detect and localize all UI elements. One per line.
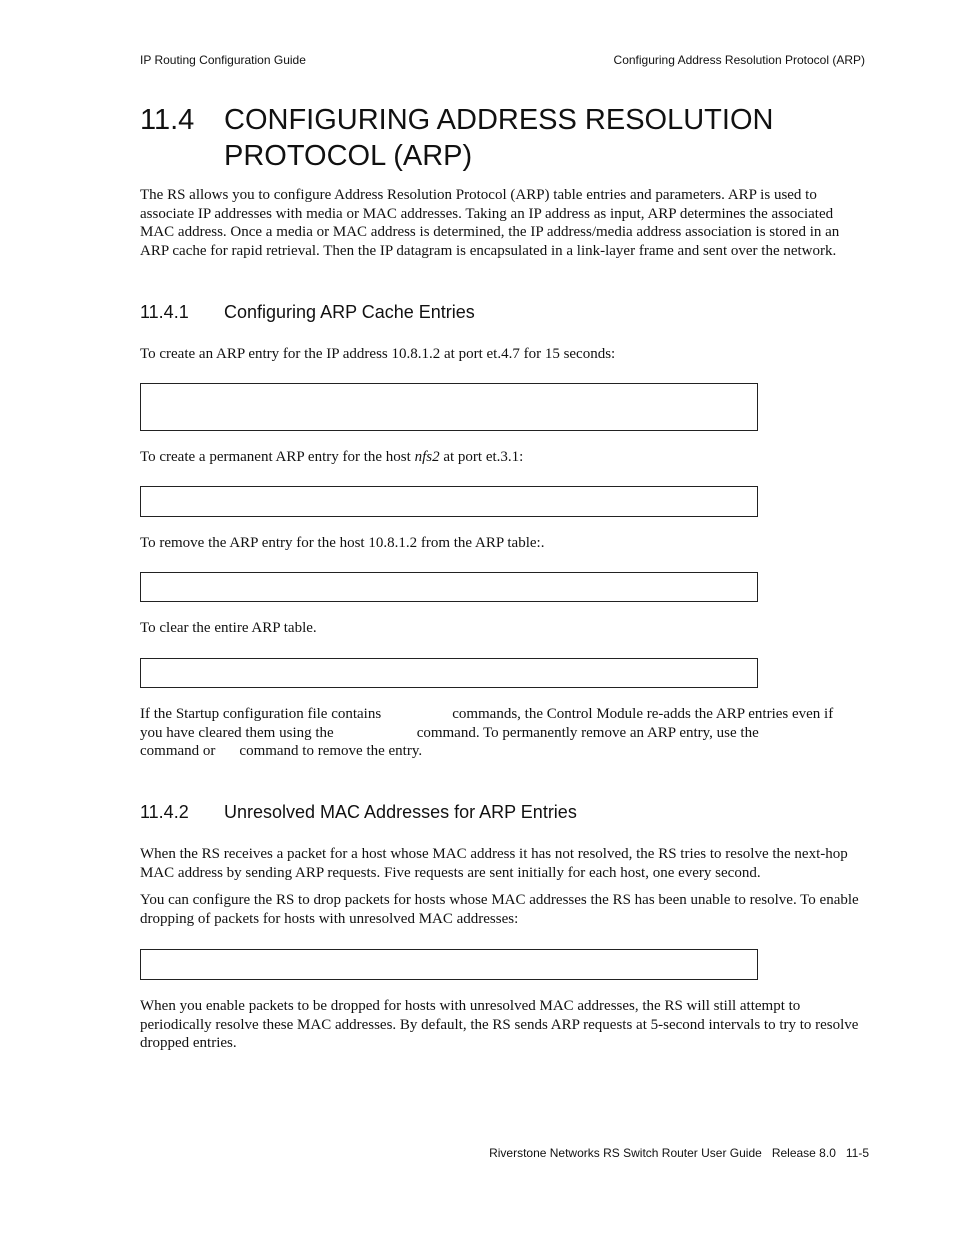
running-header-left: IP Routing Configuration Guide	[140, 53, 306, 67]
command-box-arp-add	[140, 383, 758, 431]
startup-config-note	[140, 705, 868, 761]
subsection-heading-1	[140, 302, 475, 323]
section-heading	[140, 102, 773, 174]
remove-entry-instruction: To remove the ARP entry for the host 10.8.1.2 from the ARP table:.	[140, 535, 545, 551]
section-number: 11.4	[140, 104, 195, 136]
page-footer	[489, 1146, 869, 1160]
note-text-a: If the Startup configuration file contains	[140, 706, 382, 722]
arp-entry-instruction: To create an ARP entry for the IP address 10.8.1.2 at port et.4.7 for 15 seconds:	[140, 346, 616, 362]
note-text-d: command. To permanently remove an ARP entry, use the	[416, 724, 759, 741]
note-line-1	[140, 705, 868, 724]
command-box-permanent-entry	[140, 486, 758, 517]
command-box-drop-unresolved	[140, 949, 758, 980]
section-title	[224, 102, 773, 174]
command-box-clear-table	[140, 658, 758, 688]
intro-paragraph: The RS allows you to configure Address Resolution Protocol (ARP) table entries and parameters. ARP is used to associate IP addresses with media or MAC addresses. Taking an IP address as input, ARP determines the associated MAC address. Once a media or MAC address is determined, the IP address/media address association is stored in an ARP cache for rapid retrieval. Then the IP datagram is encapsulated in a link-layer frame and sent over the network.	[140, 187, 840, 259]
permanent-entry-text-a: To create a permanent ARP entry for the host	[140, 449, 415, 465]
note-text-f: command to remove the entry.	[239, 743, 423, 760]
host-name: nfs2	[414, 449, 440, 465]
unresolved-paragraph-3: When you enable packets to be dropped for hosts with unresolved MAC addresses, the RS will still attempt to periodically resolve these MAC addresses. By default, the RS sends ARP requests at 5-second intervals to try to resolve dropped entries.	[140, 998, 859, 1052]
unresolved-paragraph-1: When the RS receives a packet for a host whose MAC address it has not resolved, the RS tries to resolve the next-hop MAC address by sending ARP requests. Five requests are sent initially for each host, one every second.	[140, 846, 848, 881]
section-title-line1: CONFIGURING ADDRESS RESOLUTION	[224, 104, 774, 136]
note-text-c: you have cleared them using the	[140, 724, 334, 741]
subsection-number-2: 11.4.2	[140, 802, 189, 822]
clear-table-instruction: To clear the entire ARP table.	[140, 620, 317, 636]
note-text-b: commands, the Control Module re-adds the ARP entries even if	[452, 706, 834, 722]
footer-text: Riverstone Networks RS Switch Router User Guide Release 8.0 11-5	[489, 1146, 869, 1160]
unresolved-paragraph-2: You can configure the RS to drop packets for hosts whose MAC addresses the RS has been unable to resolve. To enable dropping of packets for hosts with unresolved MAC addresses:	[140, 892, 859, 927]
subsection-title-1: Configuring ARP Cache Entries	[224, 302, 475, 322]
subsection-number-1: 11.4.1	[140, 302, 189, 322]
note-line-3	[140, 742, 868, 761]
permanent-entry-instruction	[140, 448, 868, 467]
command-box-remove-entry	[140, 572, 758, 602]
note-text-e: command or	[140, 743, 216, 760]
running-header-right: Configuring Address Resolution Protocol (ARP)	[613, 53, 865, 67]
subsection-heading-2	[140, 802, 577, 823]
permanent-entry-text-b: at port et.3.1:	[439, 449, 524, 465]
section-title-line2: PROTOCOL (ARP)	[224, 140, 473, 172]
subsection-title-2: Unresolved MAC Addresses for ARP Entries	[224, 802, 577, 822]
note-line-2	[140, 724, 868, 743]
